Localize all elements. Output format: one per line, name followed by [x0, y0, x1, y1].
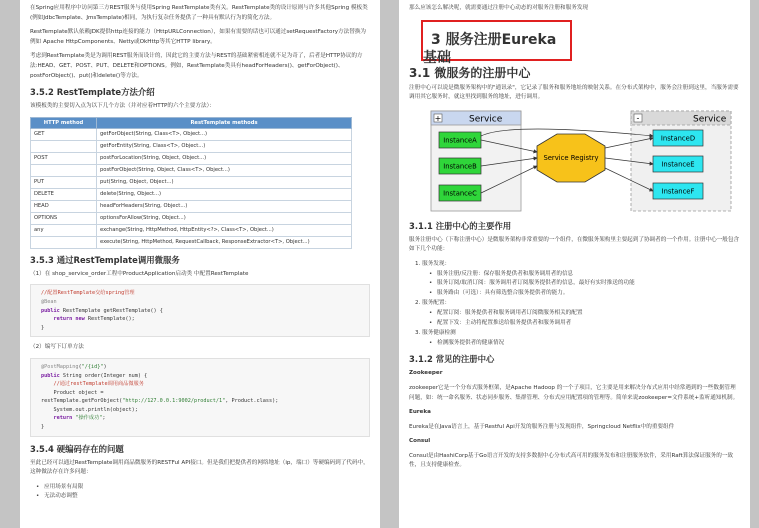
table-cell: exchange(String, HttpMethod, HttpEntity<?>, Class<T>, Object...)	[97, 224, 352, 236]
table-cell: GET	[31, 128, 97, 140]
code-line: //配置RestTemplate交给spring管理	[41, 290, 135, 297]
list-item: • 服务订阅/取消订阅：服务调用者订阅服务提供者的信息，最好有实时推送的功能	[429, 279, 740, 289]
table-row	[31, 164, 352, 176]
left-service-title: Service	[469, 114, 503, 125]
instance-label: InstanceB	[443, 162, 477, 171]
table-cell	[31, 164, 97, 176]
table-row	[31, 236, 352, 248]
section-heading: 3.5.3 通过RestTemplate调用微服务	[30, 254, 180, 265]
section-heading: 3.5.4 硬编码存在的问题	[30, 443, 124, 454]
function-group	[415, 299, 740, 328]
instance-label: InstanceA	[443, 136, 477, 145]
code-line: @Bean	[41, 298, 57, 305]
table-cell	[31, 236, 97, 248]
paragraph: Consul是由HashiCorp基于Go语言开发的支持多数据中心分布式高可用的服务发布和注册服务软件，采用Raft算法保证服务的一致性，且支持健康检查。	[409, 452, 734, 469]
table-cell: OPTIONS	[31, 212, 97, 224]
function-group-title: 2. 服务配置：	[415, 300, 451, 307]
table-cell: DELETE	[31, 188, 97, 200]
code-line: @PostMapping("/{id}")	[41, 363, 107, 370]
table-cell: postForLocation(String, Object, Object...)	[97, 152, 352, 164]
code-block	[30, 358, 370, 437]
function-group-title: 3. 服务健康检测	[415, 330, 456, 337]
table-header: HTTP method	[31, 117, 97, 128]
list-item: • 配置订阅：服务提供者和服务调用者订阅微服务相关的配置	[429, 309, 740, 319]
instance-label: InstanceE	[661, 160, 695, 169]
table-row	[31, 140, 352, 152]
table-row	[31, 212, 352, 224]
list-item: • 无法动态调整	[36, 492, 370, 502]
consul-heading: Consul	[409, 438, 431, 445]
code-line: return new RestTemplate();	[53, 316, 135, 323]
function-group	[415, 329, 740, 348]
registry-diagram-svg	[409, 108, 739, 214]
collapse-icon: -	[636, 113, 640, 123]
chapter-title: 3 服务注册Eureka基础	[423, 31, 557, 66]
table-cell: getForObject(String, Class<T>, Object...)	[97, 128, 352, 140]
code-line: Product object =	[41, 389, 104, 396]
code-line: System.out.println(object);	[41, 406, 138, 413]
paragraph: RestTemplate默认依赖JDK提供http连接的能力（HttpURLConnection），如果有需要的话也可以通过setRequestFactory方法替换为例如 Apache HttpComponents、Netty或OkHttp等其它HTTP library。	[30, 29, 367, 45]
table-cell: HEAD	[31, 200, 97, 212]
left-page	[20, 0, 380, 528]
table-row	[31, 188, 352, 200]
function-group	[415, 260, 740, 298]
table-header: RestTemplate methods	[97, 117, 352, 128]
code-line: }	[41, 324, 45, 331]
paragraph: zookeeper它是一个分布式服务框架，是Apache Hadoop 的一个子项目，它主要是用来解决分布式应用中经常遇到的一些数据管理问题，如：统一命名服务、状态同步服务、集群管理、分布式应用配置项的管理等。简单来说zookeeper=文件系统+监听通知机制。	[409, 384, 739, 401]
code-line: public RestTemplate getRestTemplate() {	[41, 307, 163, 314]
instance-label: InstanceD	[660, 134, 696, 143]
table-cell: optionsForAllow(String, Object...)	[97, 212, 352, 224]
registry-diagram	[409, 108, 740, 214]
table-cell: getForEntity(String, Class<T>, Object...)	[97, 140, 352, 152]
table-row	[31, 224, 352, 236]
expand-icon: +	[434, 113, 442, 123]
code-line: restTemplate.getForObject("http://127.0.0.1:9002/product/1", Product.class);	[41, 398, 279, 405]
paragraph: 那么应该怎么解决呢，就需要通过注册中心动态的对服务注册和服务发现	[409, 5, 589, 11]
step-text: （2）编写下订单方法	[30, 344, 84, 351]
instance-label: InstanceC	[443, 189, 477, 198]
table-cell	[31, 140, 97, 152]
table-row	[31, 176, 352, 188]
instance-label: InstanceF	[661, 187, 695, 196]
right-page	[399, 0, 750, 528]
methods-table	[30, 117, 352, 249]
list-item: • 服务路由（可选）：具有筛选整合服务提供者的能力。	[429, 289, 740, 299]
list-item: • 服务注册/反注册：保存服务提供者和服务调用者的信息	[429, 270, 740, 280]
code-block	[30, 284, 370, 337]
service-registry-label: Service Registry	[543, 153, 599, 162]
code-line: }	[41, 424, 45, 431]
section-heading: 3.1.1 注册中心的主要作用	[409, 220, 512, 231]
code-line: //通过restTemplate调用商品微服务	[41, 381, 144, 388]
table-cell: delete(String, Object...)	[97, 188, 352, 200]
paragraph: 该模板类的主要切入点为以下几个方法（并对应着HTTP的六个主要方法）：	[30, 103, 215, 110]
code-line: public String order(Integer num) {	[41, 372, 148, 379]
paragraph: 服务注册中心（下称注册中心）是微服务架构非常重要的一个组件，在微服务架构里主要起到了协调者的一个作用。注册中心一般包含如下几个功能：	[409, 236, 740, 253]
step-text: （1）在 shop_service_order工程中ProductApplication启动类 中配置RestTemplate	[30, 270, 249, 277]
function-group-title: 1. 服务发现：	[415, 260, 451, 267]
chapter-title-box	[421, 20, 572, 66]
table-cell: postForObject(String, Object, Class<T>, Object...)	[97, 164, 352, 176]
table-cell: execute(String, HttpMethod, RequestCallback, ResponseExtractor<T>, Object...)	[97, 236, 352, 248]
right-service-title: Service	[693, 114, 727, 125]
table-cell: any	[31, 224, 97, 236]
table-cell: headForHeaders(String, Object...)	[97, 200, 352, 212]
list-item: • 配置下发：主动将配置推送给服务提供者和服务调用者	[429, 319, 740, 329]
section-heading: 3.5.2 RestTemplate方法介绍	[30, 87, 155, 98]
table-row	[31, 152, 352, 164]
paragraph: 注册中心可以说是微服务架构中的"通讯录"，它记录了服务和服务地址的映射关系。在分布式架构中，服务会注册到这里，当服务需要调用其它服务时，就这里找到服务的地址，进行调用。	[409, 84, 739, 101]
problem-list	[36, 483, 370, 502]
paragraph: 至此已经可以通过RestTemplate调用商品微服务的RESTFul API接口。但是我们把提供者的网络地址（ip，端口）等硬编码到了代码中，这种做法存在许多问题：	[30, 459, 369, 476]
list-item: • 检测服务提供者的健康情况	[429, 339, 740, 349]
list-item: • 应用场景有局限	[36, 483, 370, 493]
eureka-heading: Eureka	[409, 409, 431, 416]
section-heading: 3.1.2 常见的注册中心	[409, 354, 495, 365]
table-row	[31, 128, 352, 140]
table-row	[31, 200, 352, 212]
function-list	[409, 260, 740, 348]
table-cell: put(String, Object, Object...)	[97, 176, 352, 188]
zookeeper-heading: Zookeeper	[409, 370, 443, 377]
code-line: return "操作成功";	[53, 415, 106, 422]
table-cell: PUT	[31, 176, 97, 188]
paragraph: 考虑到RestTemplate类是为调用REST服务而设计的，因此它的主要方法与REST的基础紧密相连就不足为奇了，后者是HTTP协议的方法:HEAD、GET、POST、PUT、DELETE和OPTIONS。例如，RestTemplate类具有headForHeaders()、getForObject()、postForObject()、put()和delete()等方法。	[30, 53, 363, 79]
paragraph: Eureka是在Java语言上，基于Restful Api开发的服务注册与发现组件，Springcloud Netflix中的重要组件	[409, 423, 675, 430]
table-cell: POST	[31, 152, 97, 164]
section-heading: 3.1 微服务的注册中心	[409, 65, 531, 80]
paragraph: 在Spring应用程序中访问第三方REST服务与使用Spring RestTemplate类有关。RestTemplate类的设计原则与许多其他Spring 模板类(例如JdbcTemplate、JmsTemplate)相同，为执行复杂任务提供了一种具有默认行为的简化方法。	[30, 5, 368, 21]
